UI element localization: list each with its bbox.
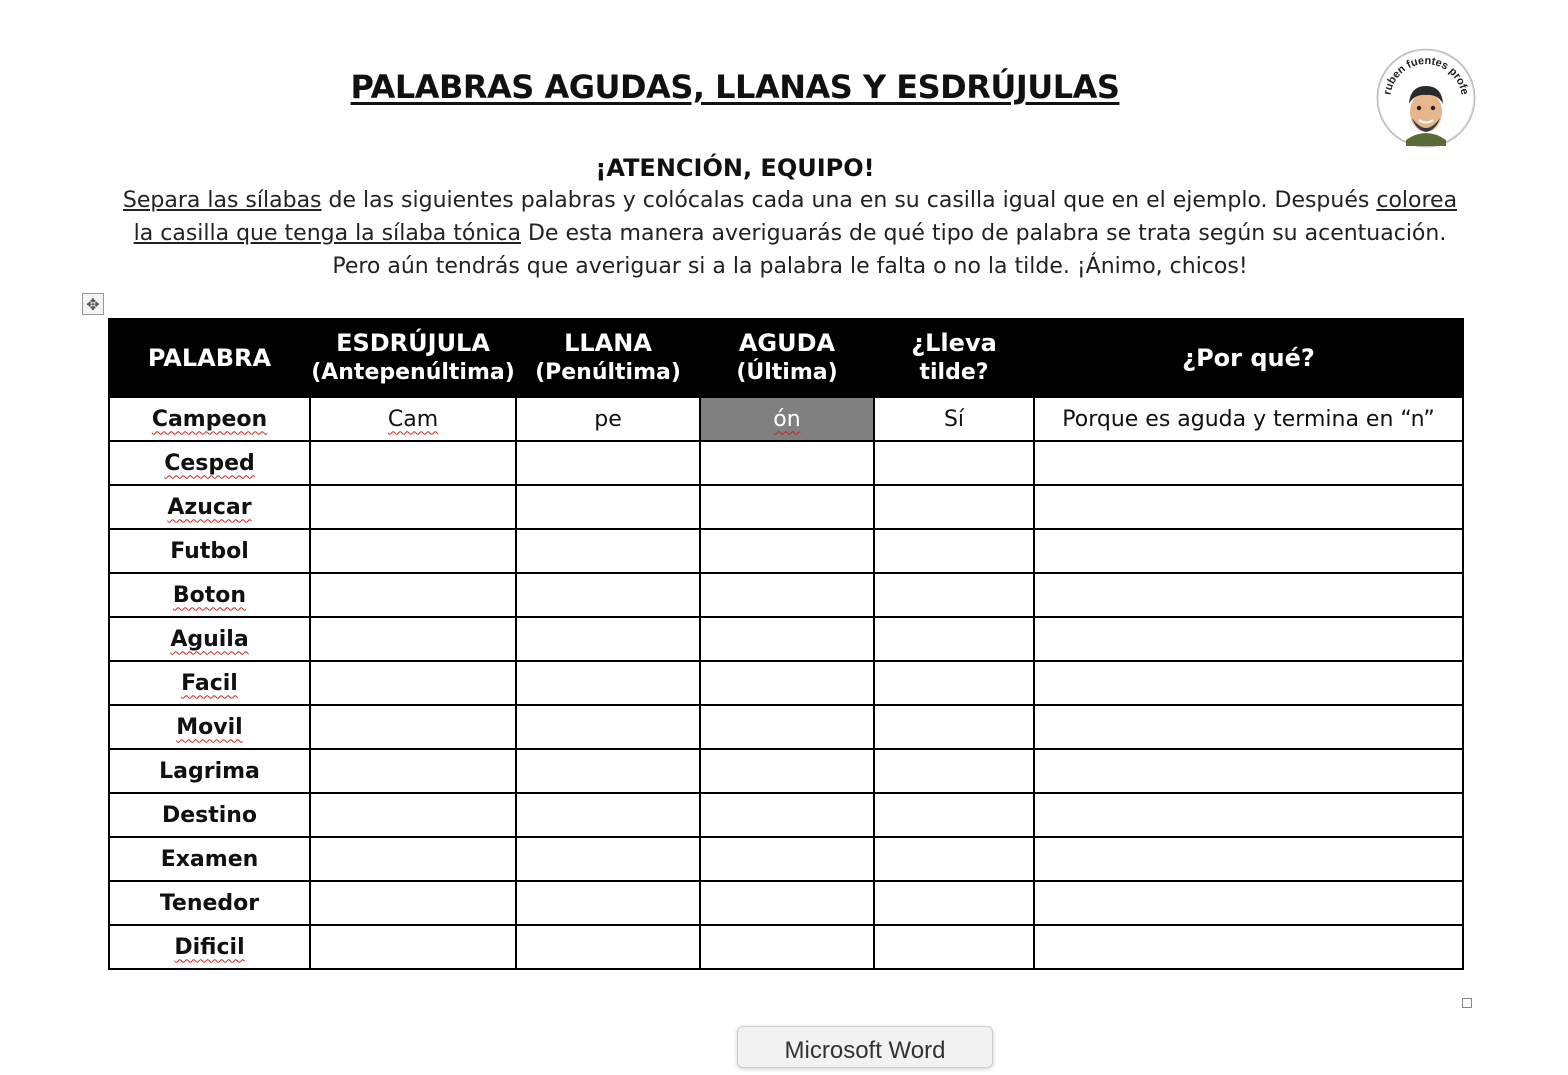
aguda-cell[interactable]	[700, 925, 874, 969]
esdrujula-cell[interactable]	[310, 485, 516, 529]
logo-text: ruben fuentes profe	[1381, 54, 1471, 96]
header-por-que: ¿Por qué?	[1034, 319, 1463, 397]
instruction-separate: Separa las sílabas	[122, 188, 322, 213]
esdrujula-cell[interactable]	[310, 925, 516, 969]
reason-cell[interactable]	[1034, 573, 1463, 617]
aguda-cell[interactable]	[700, 573, 874, 617]
llana-cell[interactable]	[516, 881, 700, 925]
reason-cell[interactable]	[1034, 529, 1463, 573]
llana-cell[interactable]	[516, 837, 700, 881]
table-row	[109, 705, 1463, 749]
attention-heading: ¡ATENCIÓN, EQUIPO!	[595, 154, 875, 182]
word-cell[interactable]: Futbol	[109, 529, 310, 573]
reason-cell[interactable]	[1034, 661, 1463, 705]
tilde-cell[interactable]	[874, 529, 1034, 573]
instruction-text-1: de las siguientes palabras y colócalas cada una en su casilla igual que en el ejemplo. Después	[321, 188, 1377, 213]
header-esdrujula: ESDRÚJULA (Antepenúltima)	[310, 319, 516, 397]
aguda-cell[interactable]	[700, 705, 874, 749]
word-cell[interactable]: Boton	[109, 573, 310, 617]
word-cell[interactable]: Lagrima	[109, 749, 310, 793]
llana-cell[interactable]	[516, 485, 700, 529]
tilde-cell[interactable]	[874, 485, 1034, 529]
word-cell[interactable]: Destino	[109, 793, 310, 837]
esdrujula-cell[interactable]	[310, 617, 516, 661]
tilde-cell[interactable]	[874, 881, 1034, 925]
table-row	[109, 749, 1463, 793]
reason-cell[interactable]	[1034, 749, 1463, 793]
syllables-table	[108, 318, 1464, 970]
table-row	[109, 881, 1463, 925]
llana-cell[interactable]: pe	[516, 397, 700, 441]
table-row	[109, 925, 1463, 969]
table-row	[109, 441, 1463, 485]
word-cell[interactable]: Cesped	[109, 441, 310, 485]
tilde-cell[interactable]	[874, 573, 1034, 617]
aguda-cell[interactable]	[700, 837, 874, 881]
esdrujula-cell[interactable]	[310, 573, 516, 617]
table-row	[109, 837, 1463, 881]
table-row-example	[109, 397, 1463, 441]
header-palabra: PALABRA	[109, 319, 310, 397]
avatar-icon	[1406, 86, 1446, 146]
llana-cell[interactable]	[516, 661, 700, 705]
reason-cell[interactable]	[1034, 617, 1463, 661]
author-logo	[1376, 48, 1476, 148]
table-move-handle-icon[interactable]: ✥	[82, 293, 104, 315]
table-row	[109, 573, 1463, 617]
llana-cell[interactable]	[516, 573, 700, 617]
instruction-color: colorea la casilla que tenga la sílaba tónica	[133, 188, 1458, 246]
esdrujula-cell[interactable]	[310, 705, 516, 749]
llana-cell[interactable]	[516, 749, 700, 793]
tilde-cell[interactable]	[874, 617, 1034, 661]
reason-cell[interactable]	[1034, 925, 1463, 969]
aguda-cell[interactable]	[700, 529, 874, 573]
esdrujula-cell[interactable]	[310, 793, 516, 837]
page-title: PALABRAS AGUDAS, LLANAS Y ESDRÚJULAS	[350, 68, 1120, 106]
llana-cell[interactable]	[516, 441, 700, 485]
table-row	[109, 529, 1463, 573]
word-cell[interactable]: Dificil	[109, 925, 310, 969]
esdrujula-cell[interactable]	[310, 837, 516, 881]
word-cell[interactable]: Aguila	[109, 617, 310, 661]
reason-cell[interactable]: Porque es aguda y termina en “n”	[1034, 397, 1463, 441]
table-row	[109, 617, 1463, 661]
header-aguda: AGUDA (Última)	[700, 319, 874, 397]
tilde-cell[interactable]	[874, 749, 1034, 793]
table-row	[109, 661, 1463, 705]
aguda-cell[interactable]	[700, 441, 874, 485]
tilde-cell[interactable]	[874, 925, 1034, 969]
table-row	[109, 485, 1463, 529]
aguda-cell[interactable]	[700, 617, 874, 661]
word-cell[interactable]: Tenedor	[109, 881, 310, 925]
aguda-cell-shaded[interactable]: ón	[700, 397, 874, 441]
llana-cell[interactable]	[516, 705, 700, 749]
esdrujula-cell[interactable]	[310, 441, 516, 485]
tilde-cell[interactable]	[874, 793, 1034, 837]
esdrujula-cell[interactable]	[310, 881, 516, 925]
tilde-cell[interactable]	[874, 441, 1034, 485]
tilde-cell[interactable]	[874, 661, 1034, 705]
word-cell[interactable]: Facil	[109, 661, 310, 705]
word-cell[interactable]: Movil	[109, 705, 310, 749]
llana-cell[interactable]	[516, 617, 700, 661]
tilde-cell[interactable]: Sí	[874, 397, 1034, 441]
aguda-cell[interactable]	[700, 661, 874, 705]
instructions-text	[110, 184, 1470, 283]
aguda-cell[interactable]	[700, 793, 874, 837]
microsoft-word-popup[interactable]: Microsoft Word	[737, 1026, 993, 1068]
llana-cell[interactable]	[516, 793, 700, 837]
esdrujula-cell[interactable]	[310, 749, 516, 793]
tilde-cell[interactable]	[874, 837, 1034, 881]
esdrujula-cell[interactable]	[310, 661, 516, 705]
reason-cell[interactable]	[1034, 881, 1463, 925]
esdrujula-cell[interactable]: Cam	[310, 397, 516, 441]
tilde-cell[interactable]	[874, 705, 1034, 749]
reason-cell[interactable]	[1034, 705, 1463, 749]
reason-cell[interactable]	[1034, 793, 1463, 837]
reason-cell[interactable]	[1034, 837, 1463, 881]
llana-cell[interactable]	[516, 529, 700, 573]
table-row	[109, 793, 1463, 837]
esdrujula-cell[interactable]	[310, 529, 516, 573]
word-cell[interactable]: Examen	[109, 837, 310, 881]
table-header-row	[109, 319, 1463, 397]
llana-cell[interactable]	[516, 925, 700, 969]
header-tilde: ¿Lleva tilde?	[874, 319, 1034, 397]
reason-cell[interactable]	[1034, 441, 1463, 485]
reason-cell[interactable]	[1034, 485, 1463, 529]
header-llana: LLANA (Penúltima)	[516, 319, 700, 397]
word-cell[interactable]: Campeon	[109, 397, 310, 441]
aguda-cell[interactable]	[700, 881, 874, 925]
aguda-cell[interactable]	[700, 749, 874, 793]
instruction-text-2: De esta manera averiguarás de qué tipo de palabra se trata según su acentuación. Pero aún tendrás que averiguar si a la palabra le falta o no la tilde. ¡Ánimo, chicos!	[332, 221, 1447, 279]
table-resize-handle[interactable]	[1462, 998, 1472, 1008]
word-cell[interactable]: Azucar	[109, 485, 310, 529]
aguda-cell[interactable]	[700, 485, 874, 529]
